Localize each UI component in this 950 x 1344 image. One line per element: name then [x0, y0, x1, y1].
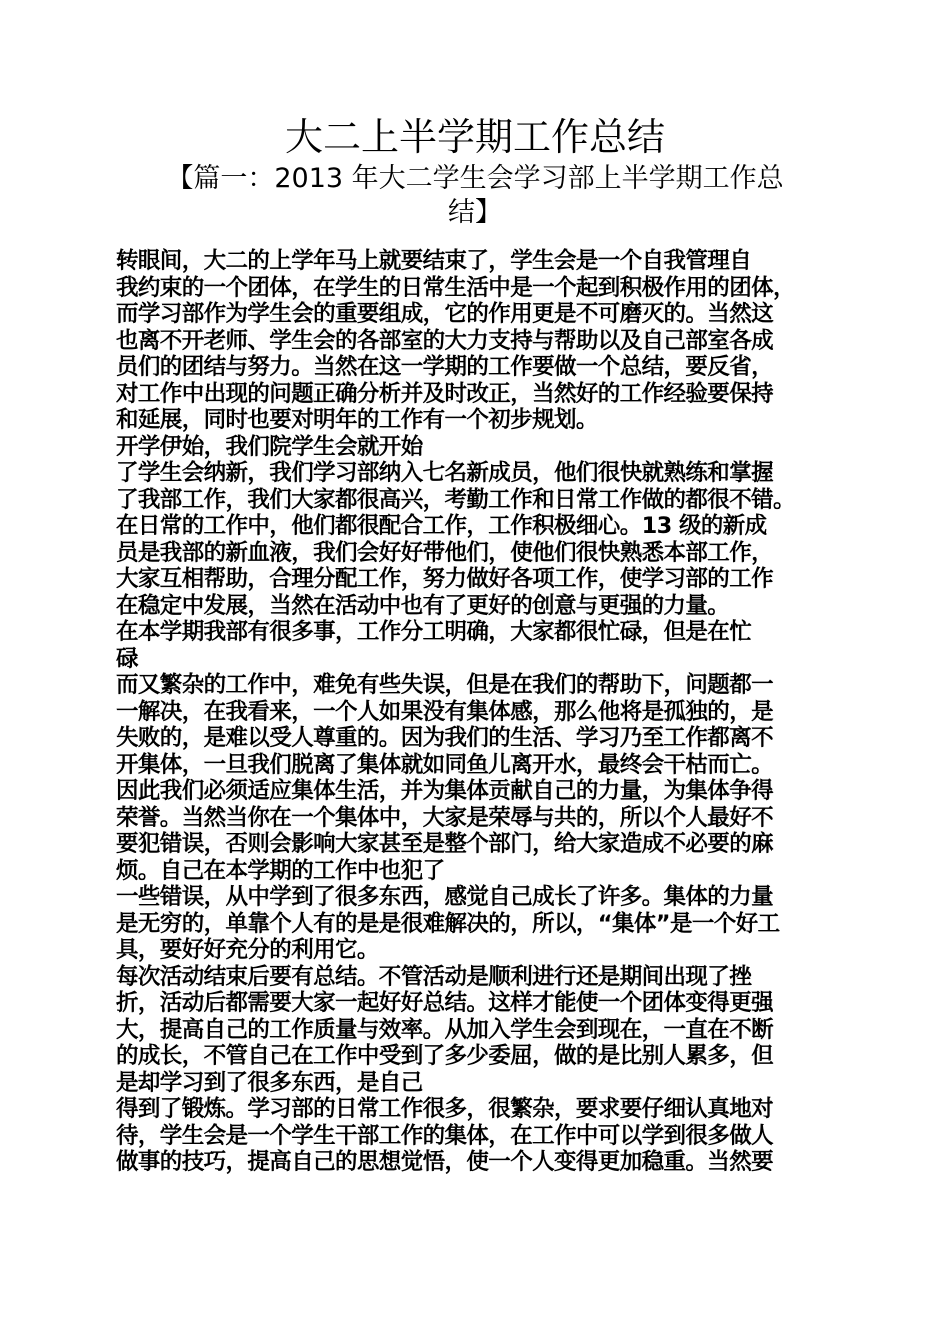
subtitle-line: 结】: [448, 197, 502, 228]
body-line: 也离不开老师、学生会的各部室的大力支持与帮助以及自己部室各成: [116, 327, 774, 354]
body-line: 失败的，是难以受人尊重的。因为我们的生活、学习乃至工作都离不: [116, 725, 774, 751]
body-line: 开集体，一旦我们脱离了集体就如同鱼儿离开水，最终会干枯而亡。: [116, 751, 774, 778]
body-line: 因此我们必须适应集体生活，并为集体贡献自己的力量，为集体争得: [116, 778, 774, 804]
body-line: 和延展，同时也要对明年的工作有一个初步规划。: [116, 407, 598, 433]
body-line: 了我部工作，我们大家都很高兴，考勤工作和日常工作做的都很不错。: [116, 486, 795, 513]
body-line: 在日常的工作中，他们都很配合工作，工作积极细心。13 级的新成: [116, 513, 767, 539]
body-line: 大家互相帮助，合理分配工作，努力做好各项工作，使学习部的工作: [116, 566, 774, 592]
body-line: 转眼间，大二的上学年马上就要结束了，学生会是一个自我管理自: [116, 248, 752, 274]
body-line: 而学习部作为学生会的重要组成，它的作用更是不可磨灭的。当然这: [116, 301, 774, 327]
body-line: 在本学期我部有很多事，工作分工明确，大家都很忙碌，但是在忙: [116, 619, 752, 645]
document-title: 大二上半学期工作总结: [284, 115, 665, 159]
body-line: 具，要好好充分的利用它。: [116, 937, 379, 963]
body-line: 是无穷的，单靠个人有的是是很难解决的，所以，“集体”是一个好工: [116, 910, 780, 937]
body-line: 大，提高自己的工作质量与效率。从加入学生会到现在，一直在不断: [116, 1016, 774, 1043]
document-subtitle: [150, 162, 800, 230]
body-line: 折，活动后都需要大家一起好好总结。这样才能使一个团体变得更强: [116, 990, 774, 1016]
body-line: 员是我部的新血液，我们会好好带他们，使他们很快熟悉本部工作，: [116, 539, 774, 566]
body-line: 烦。自己在本学期的工作中也犯了: [116, 857, 445, 884]
subtitle-line: 【篇一：2013 年大二学生会学习部上半学期工作总: [166, 163, 784, 194]
body-line: 我约束的一个团体，在学生的日常生活中是一个起到积极作用的团体，: [116, 274, 795, 301]
body-line: 荣誉。当然当你在一个集体中，大家是荣辱与共的，所以个人最好不: [116, 804, 774, 831]
body-line: 是却学习到了很多东西，是自己: [116, 1069, 423, 1096]
body-line: 开学伊始，我们院学生会就开始: [116, 433, 423, 460]
body-line: 要犯错误，否则会影响大家甚至是整个部门，给大家造成不必要的麻: [116, 831, 774, 857]
body-line: 碌: [116, 645, 138, 672]
body-line: 做事的技巧，提高自己的思想觉悟，使一个人变得更加稳重。当然要: [116, 1149, 774, 1175]
body-line: 每次活动结束后要有总结。不管活动是顺利进行还是期间出现了挫: [116, 963, 752, 990]
body-line: 待，学生会是一个学生干部工作的集体，在工作中可以学到很多做人: [116, 1122, 774, 1149]
body-line: 员们的团结与努力。当然在这一学期的工作要做一个总结，要反省，: [116, 354, 774, 380]
body-line: 一些错误，从中学到了很多东西，感觉自己成长了许多。集体的力量: [116, 884, 774, 910]
body-line: 一解决，在我看来，一个人如果没有集体感，那么他将是孤独的，是: [116, 698, 774, 725]
body-line: 得到了锻炼。学习部的日常工作很多，很繁杂，要求要仔细认真地对: [116, 1096, 774, 1122]
body-line: 了学生会纳新，我们学习部纳入七名新成员，他们很快就熟练和掌握: [116, 460, 774, 486]
document-body: [116, 248, 856, 1176]
body-line: 对工作中出现的问题正确分析并及时改正，当然好的工作经验要保持: [116, 380, 774, 407]
body-line: 而又繁杂的工作中，难免有些失误，但是在我们的帮助下，问题都一: [116, 672, 774, 698]
body-line: 在稳定中发展，当然在活动中也有了更好的创意与更强的力量。: [116, 592, 730, 619]
body-line: 的成长，不管自己在工作中受到了多少委屈，做的是比别人累多，但: [116, 1043, 774, 1069]
